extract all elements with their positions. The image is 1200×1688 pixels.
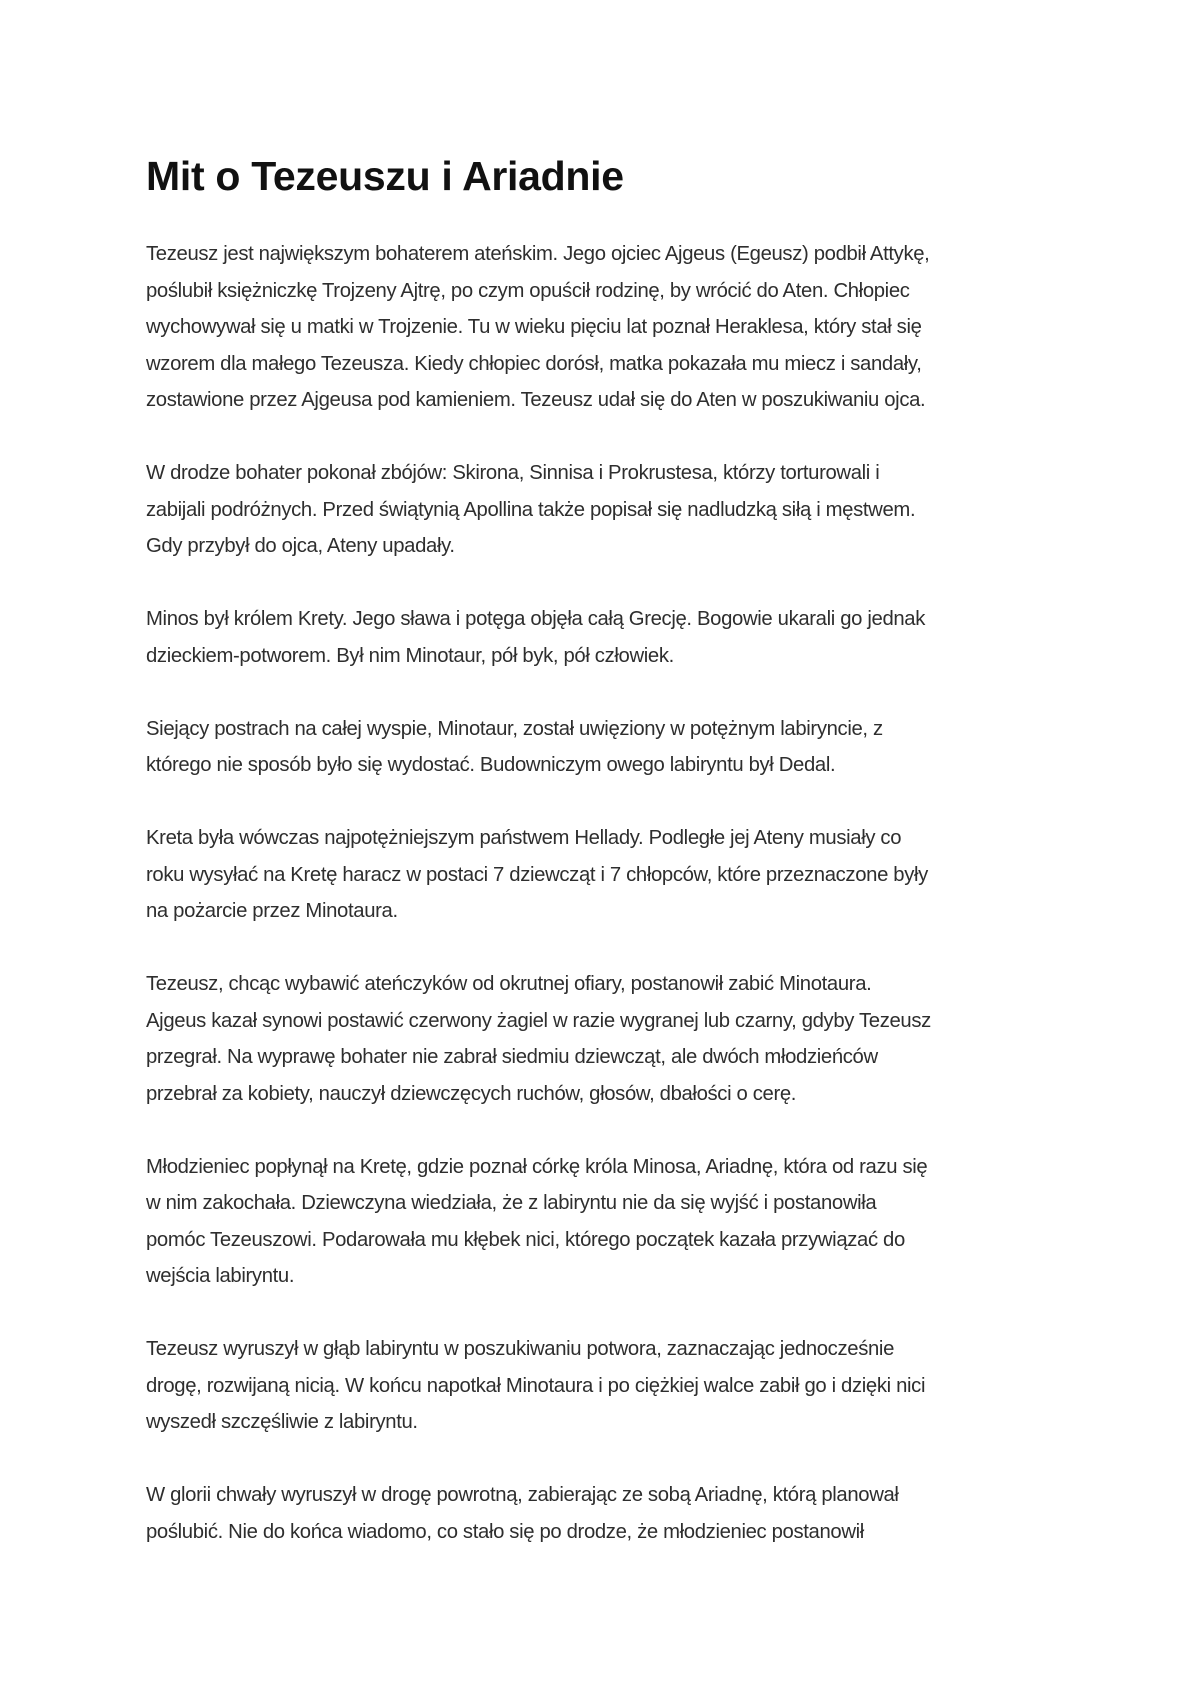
text-line: w nim zakochała. Dziewczyna wiedziała, że z labiryntu nie da się wyjść i postanowiła	[146, 1192, 877, 1214]
text-line: dzieckiem-potworem. Był nim Minotaur, pół byk, pół człowiek.	[146, 644, 674, 667]
text-line: poślubił księżniczkę Trojzeny Ajtrę, po czym opuścił rodzinę, by wrócić do Aten. Chłopiec	[146, 279, 910, 302]
text-line: przebrał za kobiety, nauczył dziewczęcych ruchów, głosów, dbałości o cerę.	[146, 1082, 797, 1105]
text-line: na pożarcie przez Minotaura.	[146, 900, 398, 922]
text-line: drogę, rozwijaną nicią. W końcu napotkał Minotaura i po ciężkiej walce zabił go i dzięki nici	[146, 1374, 926, 1397]
paragraph-6	[146, 966, 1066, 1112]
document-title: Mit o Tezeuszu i Ariadnie	[146, 153, 624, 199]
paragraph-4	[146, 711, 1066, 784]
text-line: zostawione przez Ajgeusa pod kamieniem. Tezeusz udał się do Aten w poszukiwaniu ojca.	[146, 389, 926, 411]
text-line: zabijali podróżnych. Przed świątynią Apollina także popisał się nadludzką siłą i męstwem.	[146, 498, 916, 521]
paragraph-5	[146, 820, 1066, 930]
text-line: Ajgeus kazał synowi postawić czerwony żagiel w razie wygranej lub czarny, gdyby Tezeusz	[146, 1009, 931, 1032]
text-line: wzorem dla małego Tezeusza. Kiedy chłopiec dorósł, matka pokazała mu miecz i sandały,	[146, 352, 922, 375]
text-line: W glorii chwały wyruszył w drogę powrotną, zabierając ze sobą Ariadnę, którą planował	[146, 1484, 899, 1506]
text-line: Tezeusz wyruszył w głąb labiryntu w poszukiwaniu potwora, zaznaczając jednocześnie	[146, 1338, 894, 1360]
paragraph-1	[146, 236, 1066, 419]
text-line: wejścia labiryntu.	[146, 1265, 295, 1287]
text-line: roku wysyłać na Kretę haracz w postaci 7 dziewcząt i 7 chłopców, które przeznaczone były	[146, 863, 928, 886]
document-page	[146, 148, 1066, 1587]
text-line: Tezeusz, chcąc wybawić ateńczyków od okrutnej ofiary, postanowił zabić Minotaura.	[146, 973, 872, 995]
text-line: Minos był królem Krety. Jego sława i potęga objęła całą Grecję. Bogowie ukarali go jednak	[146, 608, 926, 630]
text-line: przegrał. Na wyprawę bohater nie zabrał siedmiu dziewcząt, ale dwóch młodzieńców	[146, 1046, 878, 1068]
text-line: Siejący postrach na całej wyspie, Minotaur, został uwięziony w potężnym labiryncie, z	[146, 717, 883, 740]
paragraph-9	[146, 1477, 1066, 1550]
text-line: pomóc Tezeuszowi. Podarowała mu kłębek nici, którego początek kazała przywiązać do	[146, 1228, 905, 1251]
text-line: wychowywał się u matki w Trojzenie. Tu w wieku pięciu lat poznał Heraklesa, który stał się	[146, 316, 922, 338]
text-line: wyszedł szczęśliwie z labiryntu.	[146, 1411, 418, 1433]
text-line: Tezeusz jest największym bohaterem ateńskim. Jego ojciec Ajgeus (Egeusz) podbił Attykę,	[146, 243, 930, 265]
text-line: Młodzieniec popłynął na Kretę, gdzie poznał córkę króla Minosa, Ariadnę, która od razu się	[146, 1155, 928, 1178]
paragraph-2	[146, 455, 1066, 565]
paragraph-8	[146, 1331, 1066, 1441]
paragraph-7	[146, 1149, 1066, 1295]
text-line: Kreta była wówczas najpotężniejszym państwem Hellady. Podległe jej Ateny musiały co	[146, 827, 902, 849]
text-line: Gdy przybył do ojca, Ateny upadały.	[146, 535, 455, 557]
text-line: poślubić. Nie do końca wiadomo, co stało się po drodze, że młodzieniec postanowił	[146, 1520, 864, 1543]
text-line: którego nie sposób było się wydostać. Budowniczym owego labiryntu był Dedal.	[146, 754, 836, 776]
text-line: W drodze bohater pokonał zbójów: Skirona, Sinnisa i Prokrustesa, którzy torturowali i	[146, 462, 880, 484]
paragraph-3	[146, 601, 1066, 674]
